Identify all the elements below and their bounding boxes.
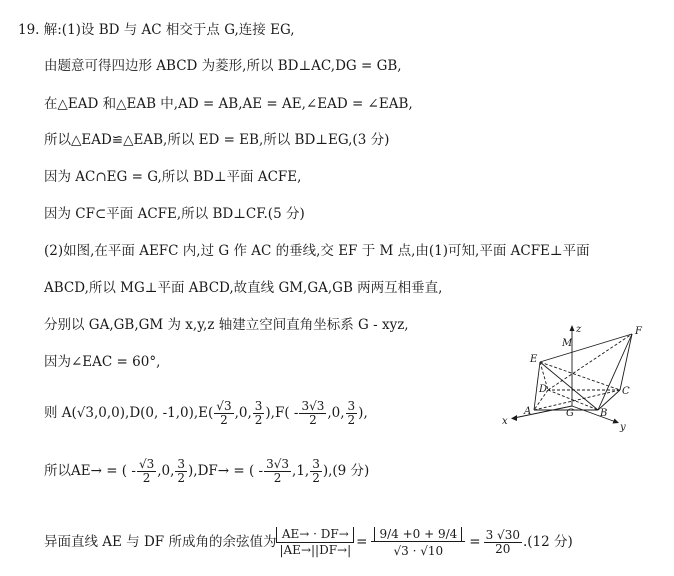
vectors-sep1: ,0, bbox=[157, 463, 175, 479]
cosine-f2-num-mid: +0 + bbox=[402, 527, 435, 541]
solution-line-10: 因为∠EAC = 60°, bbox=[44, 354, 161, 370]
vectors-a2-num: 3 bbox=[177, 457, 186, 471]
label-y: y bbox=[620, 422, 626, 433]
vectors-d1-num: 3√3 bbox=[266, 457, 290, 471]
edge-E-F bbox=[540, 334, 632, 362]
solution-line-3: 在△EAD 和△EAB 中,AD = AB,AE = AE,∠EAD = ∠EAB, bbox=[44, 96, 413, 112]
coords-prefix: 则 A(√3,0,0),D(0, -1,0),E( bbox=[44, 405, 214, 421]
coords-e1-fraction bbox=[214, 400, 233, 427]
label-B: B bbox=[600, 408, 608, 419]
coords-f2-num: 3 bbox=[347, 399, 356, 413]
vectors-d2-num: 3 bbox=[312, 457, 320, 471]
geometry-svg bbox=[496, 322, 666, 440]
coords-f1-den: 2 bbox=[309, 413, 317, 427]
cosine-f2-num-b: 9/4 bbox=[437, 527, 458, 541]
edge-E-C bbox=[540, 362, 620, 390]
solution-line-4: 所以△EAD≌△EAB,所以 ED = EB,所以 BD⊥EG,(3 分) bbox=[44, 132, 390, 148]
vectors-d2-den: 2 bbox=[312, 471, 320, 485]
coords-sep2: ,0, bbox=[327, 405, 345, 421]
cosine-prefix: 异面直线 AE 与 DF 所成角的余弦值为 bbox=[44, 534, 277, 550]
label-A: A bbox=[524, 406, 532, 417]
cosine-f2-num bbox=[374, 527, 462, 541]
coords-f2-fraction bbox=[346, 400, 358, 427]
x-axis bbox=[514, 406, 572, 418]
cosine-eq1: = bbox=[356, 534, 368, 550]
geometry-figure bbox=[496, 322, 666, 440]
solution-line-2: 由题意可得四边形 ABCD 为菱形,所以 BD⊥AC,DG = GB, bbox=[44, 58, 402, 74]
edge-F-C bbox=[620, 334, 632, 390]
solution-line-1: 19. 解:(1)设 BD 与 AC 相交于点 G,连接 EG, bbox=[18, 22, 295, 38]
cosine-fraction-2 bbox=[371, 527, 465, 558]
label-M: M bbox=[562, 338, 573, 349]
coords-e2-num: 3 bbox=[254, 399, 263, 413]
cosine-f2-num-a: 9/4 bbox=[379, 527, 399, 541]
label-G: G bbox=[566, 408, 574, 419]
solution-line-5: 因为 AC∩EG = G,所以 BD⊥平面 ACFE, bbox=[44, 169, 302, 185]
cosine-f3-num: 3 √30 bbox=[485, 528, 520, 542]
coords-sep1: ,0, bbox=[234, 405, 252, 421]
label-D: D bbox=[539, 384, 548, 395]
solution-line-7: (2)如图,在平面 AEFC 内,过 G 作 AC 的垂线,交 EF 于 M 点,由(1)可知,平面 ACFE⊥平面 bbox=[44, 243, 590, 259]
coords-f1-num: 3√3 bbox=[301, 399, 325, 413]
z-arrow-icon bbox=[570, 325, 575, 331]
cosine-fraction-1 bbox=[276, 527, 354, 558]
coords-e2-fraction bbox=[253, 400, 265, 427]
vectors-suffix: ),(9 分) bbox=[322, 463, 370, 479]
label-z: z bbox=[576, 324, 582, 335]
coords-f2-den: 2 bbox=[347, 413, 356, 427]
cosine-suffix: .(12 分) bbox=[522, 534, 573, 550]
label-E: E bbox=[530, 354, 538, 365]
coordinates-line bbox=[44, 398, 368, 428]
coords-e1-den: 2 bbox=[220, 413, 228, 427]
coords-e1-num: √3 bbox=[216, 399, 232, 413]
label-F: F bbox=[635, 326, 642, 337]
vectors-a2-den: 2 bbox=[177, 471, 186, 485]
label-x: x bbox=[502, 416, 508, 427]
cosine-f1-num: AE→ · DF→ bbox=[276, 527, 354, 543]
vectors-sep2: ,1, bbox=[292, 463, 310, 479]
vectors-d1-fraction bbox=[264, 458, 291, 485]
cosine-f3-den: 20 bbox=[495, 542, 511, 556]
solution-line-6: 因为 CF⊂平面 ACFE,所以 BD⊥CF.(5 分) bbox=[44, 206, 305, 222]
edge-E-B bbox=[540, 362, 598, 410]
vectors-prefix: 所以AE→ = ( - bbox=[44, 463, 136, 479]
vectors-a1-fraction bbox=[137, 458, 156, 485]
vectors-d2-fraction bbox=[310, 458, 322, 485]
vectors-mid: ),DF→ = ( - bbox=[188, 463, 264, 479]
coords-mid: ),F( - bbox=[265, 405, 299, 421]
vectors-d1-den: 2 bbox=[273, 471, 282, 485]
x-arrow-icon bbox=[511, 415, 517, 421]
coords-f1-fraction bbox=[299, 400, 326, 427]
cosine-eq2: = bbox=[469, 534, 481, 550]
coords-suffix: ), bbox=[358, 405, 368, 421]
vectors-line bbox=[44, 456, 369, 486]
coords-e2-den: 2 bbox=[254, 413, 263, 427]
vectors-a2-fraction bbox=[175, 458, 187, 485]
cosine-f1-den: |AE→||DF→| bbox=[279, 543, 352, 557]
diag-D-B bbox=[548, 390, 598, 410]
vectors-a1-den: 2 bbox=[142, 471, 151, 485]
cosine-line bbox=[44, 514, 573, 570]
cosine-fraction-3 bbox=[484, 529, 522, 556]
cosine-f2-den: √3 · √10 bbox=[393, 544, 444, 558]
label-C: C bbox=[622, 386, 630, 397]
y-axis bbox=[572, 406, 616, 422]
solution-line-9: 分别以 GA,GB,GM 为 x,y,z 轴建立空间直角坐标系 G - xyz, bbox=[44, 317, 409, 333]
vectors-a1-num: √3 bbox=[138, 457, 155, 471]
solution-line-8: ABCD,所以 MG⊥平面 ABCD,故直线 GM,GA,GB 两两互相垂直, bbox=[44, 280, 443, 296]
